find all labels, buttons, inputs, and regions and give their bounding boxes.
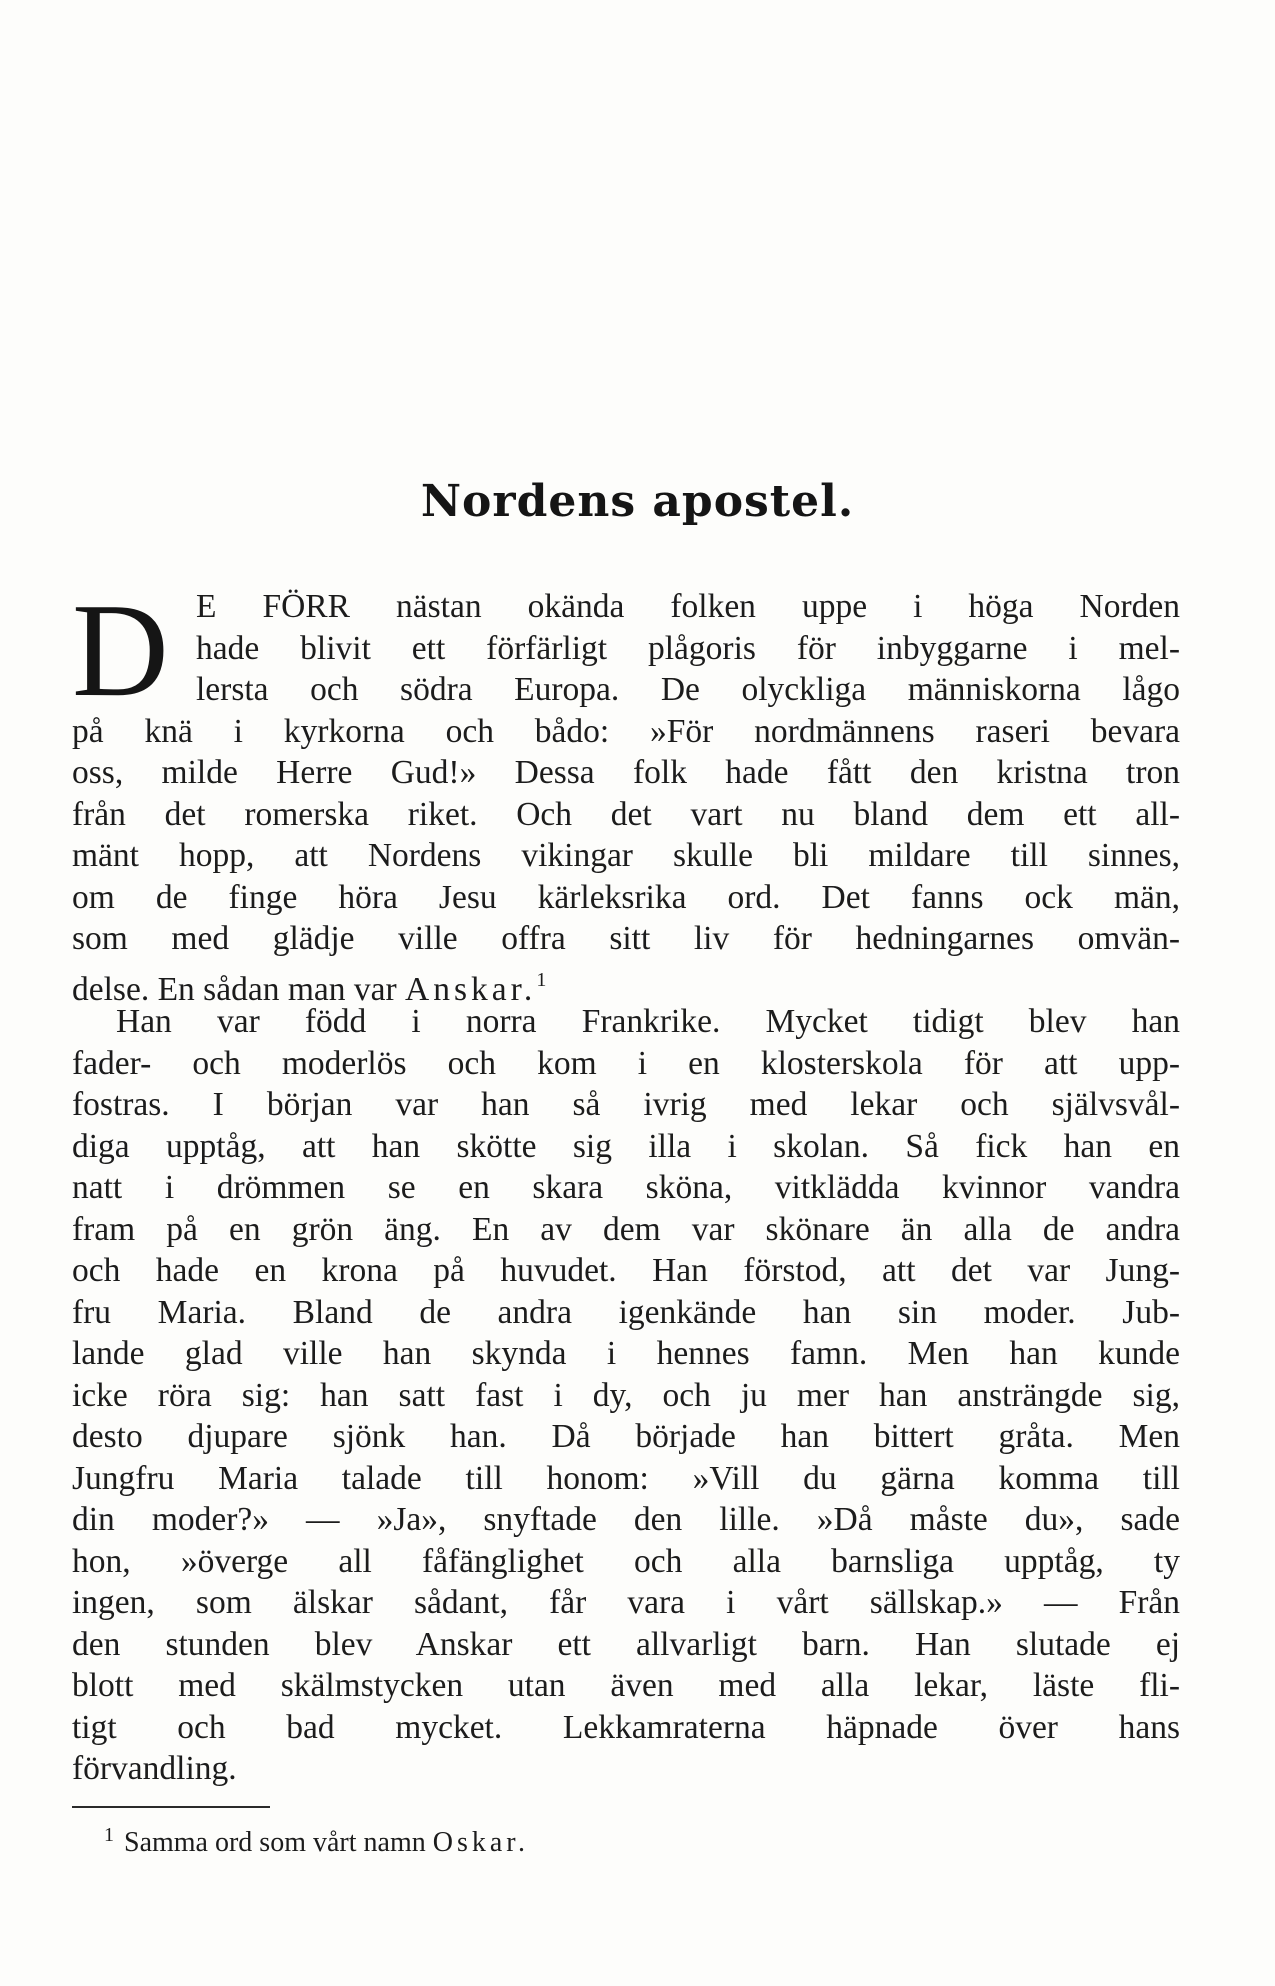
- text-line: förvandling.: [72, 1750, 237, 1787]
- text-line: hon, »överge all fåfänglighet och alla barnsliga upptåg, ty: [72, 1542, 1180, 1580]
- text-line: ingen, som älskar sådant, får vara i vårt sällskap.» — Från: [72, 1584, 1180, 1621]
- text-line: fram på en grön äng. En av dem var skönare än alla de andra: [72, 1210, 1180, 1248]
- drop-cap: D: [72, 576, 169, 724]
- name-anskar: Anskar.: [405, 970, 537, 1008]
- text-line: Han var född i norra Frankrike. Mycket tidigt blev han: [116, 1003, 1180, 1040]
- text-line: Jungfru Maria talade till honom: »Vill du gärna komma till: [72, 1459, 1180, 1497]
- footnote-name: Oskar.: [432, 1827, 530, 1858]
- text-line-with-name: [72, 960, 1180, 1008]
- footnote-reference: 1: [536, 968, 547, 991]
- text-line: fru Maria. Bland de andra igenkände han sin moder. Jub-: [72, 1293, 1180, 1331]
- text-line: fader- och moderlös och kom i en klosterskola för att upp-: [72, 1044, 1180, 1082]
- text-line: lande glad ville han skynda i hennes famn. Men han kunde: [72, 1335, 1180, 1372]
- text-line: E FÖRR nästan okända folken uppe i höga Norden: [196, 588, 1180, 625]
- text-line: på knä i kyrkorna och bådo: »För nordmännens raseri bevara: [72, 712, 1180, 750]
- body-text: [72, 576, 1180, 1790]
- footnote-divider: [72, 1806, 270, 1808]
- text-line: diga upptåg, att han skötte sig illa i skolan. Så fick han en: [72, 1127, 1180, 1165]
- text-line: som med glädje ville offra sitt liv för hedningarnes omvän-: [72, 920, 1180, 957]
- text-line: tigt och bad mycket. Lekkamraterna häpnade över hans: [72, 1708, 1180, 1746]
- text-line: desto djupare sjönk han. Då började han bittert gråta. Men: [72, 1418, 1180, 1455]
- page-title: Nordens apostel.: [420, 476, 855, 527]
- footnote-mark: 1: [104, 1824, 114, 1846]
- text-line: oss, milde Herre Gud!» Dessa folk hade fått den kristna tron: [72, 754, 1180, 791]
- text-line: mänt hopp, att Nordens vikingar skulle bli mildare till sinnes,: [72, 837, 1180, 874]
- text-line: delse. En sådan man var: [72, 970, 406, 1008]
- text-line: hade blivit ett förfärligt plågoris för inbyggarne i mel-: [196, 629, 1180, 667]
- text-line: lersta och södra Europa. De olyckliga människorna lågo: [196, 671, 1180, 708]
- text-line: blott med skälmstycken utan även med alla lekar, läste fli-: [72, 1667, 1180, 1704]
- text-line: fostras. I början var han så ivrig med lekar och självsvål-: [72, 1086, 1180, 1123]
- text-line: icke röra sig: han satt fast i dy, och ju mer han ansträngde sig,: [72, 1376, 1180, 1414]
- footnote: [104, 1824, 529, 1859]
- text-line: från det romerska riket. Och det vart nu bland dem ett all-: [72, 795, 1180, 833]
- text-line: om de finge höra Jesu kärleksrika ord. Det fanns ock män,: [72, 878, 1180, 916]
- text-line: din moder?» — »Ja», snyftade den lille. »Då måste du», sade: [72, 1501, 1180, 1538]
- text-line: och hade en krona på huvudet. Han förstod, att det var Jung-: [72, 1252, 1180, 1289]
- text-line: den stunden blev Anskar ett allvarligt barn. Han slutade ej: [72, 1625, 1180, 1663]
- footnote-text: Samma ord som vårt namn: [124, 1827, 433, 1858]
- text-line: natt i drömmen se en skara sköna, vitklädda kvinnor vandra: [72, 1169, 1180, 1206]
